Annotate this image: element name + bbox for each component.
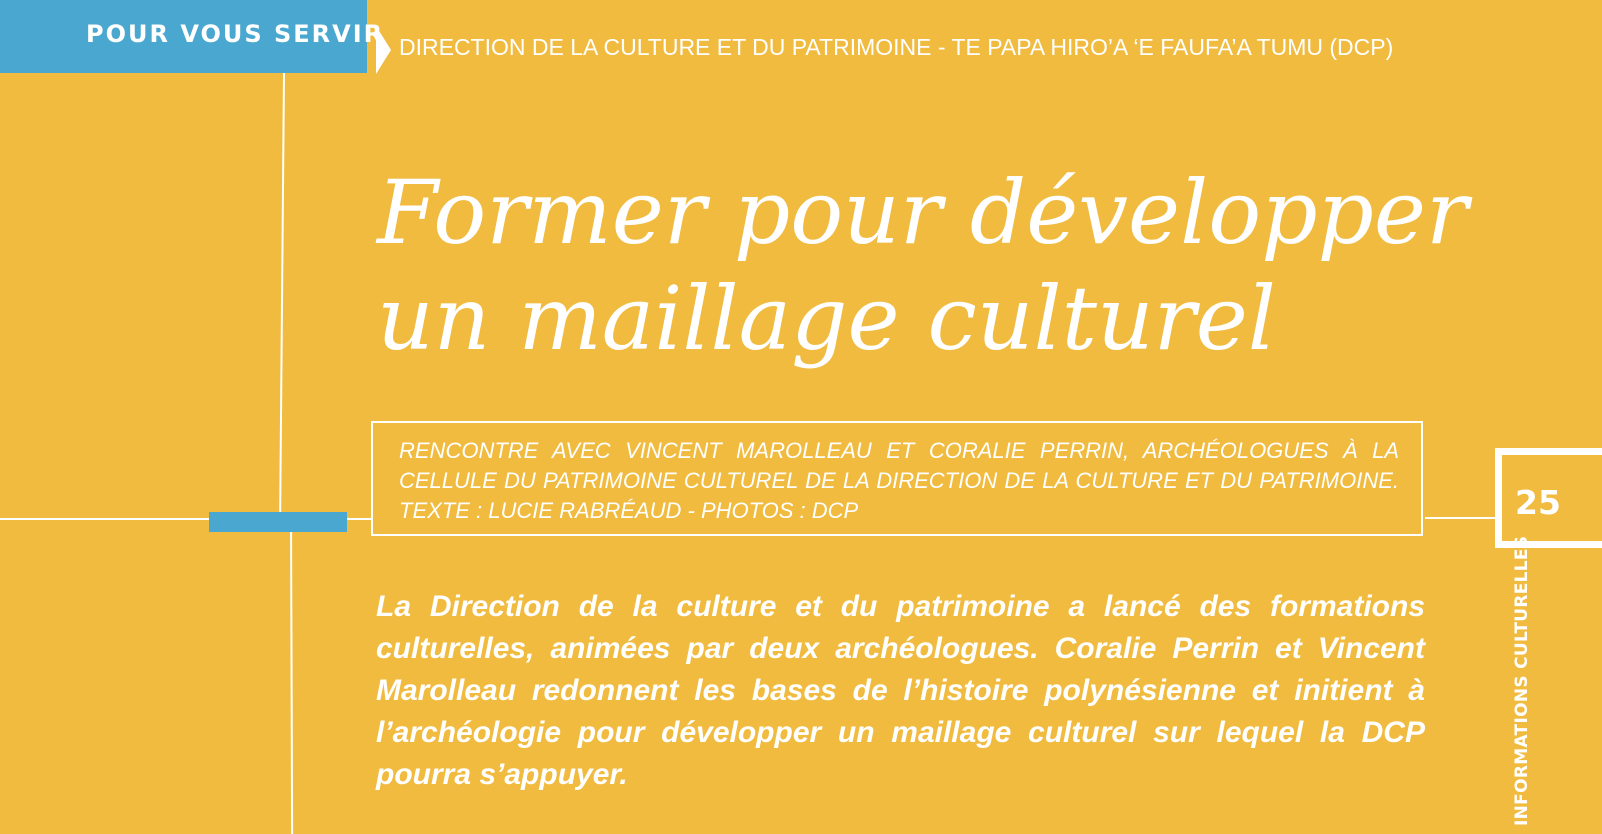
lede-text: RENCONTRE AVEC VINCENT MAROLLEAU ET CORALIE PERRIN, ARCHÉOLOGUES À LA CELLULE DU PATRIMOINE CULTUREL DE LA DIRECTION DE LA CULTURE ET DU PATRIMOINE. TEXTE : LUCIE RABRÉAUD - PHOTOS : DCP	[399, 438, 1399, 523]
horizontal-rule-right	[1425, 517, 1495, 519]
blue-marker	[209, 512, 347, 532]
page-number-box	[1495, 448, 1602, 548]
section-tab-label: POUR VOUS SERVIR	[86, 20, 385, 48]
section-vertical-label: INFORMATIONS CULTURELLES	[1512, 535, 1532, 826]
chevron-right-icon	[376, 26, 391, 74]
lede-box	[371, 421, 1423, 536]
article-title-line-1: Former pour développer	[377, 161, 1469, 264]
section-tab	[0, 0, 385, 73]
vertical-rule-lower	[290, 514, 293, 834]
article-title	[377, 160, 1468, 372]
article-title-line-2: un maillage culturel	[377, 267, 1276, 370]
header-title: DIRECTION DE LA CULTURE ET DU PATRIMOINE - TE PAPA HIRO’A ‘E FAUFA’A TUMU (DCP)	[399, 34, 1394, 60]
intro-paragraph: La Direction de la culture et du patrimoine a lancé des formations culturelles, animées par deux archéologues. Coralie Perrin et Vincent Marolleau redonnent les bases de l’histoire polynésienne et initient à l’archéologie pour développer un maillage culturel sur lequel la DCP pourra s’appuyer.	[376, 590, 1425, 791]
vertical-rule-upper	[279, 73, 285, 513]
page-number: 25	[1515, 483, 1561, 522]
